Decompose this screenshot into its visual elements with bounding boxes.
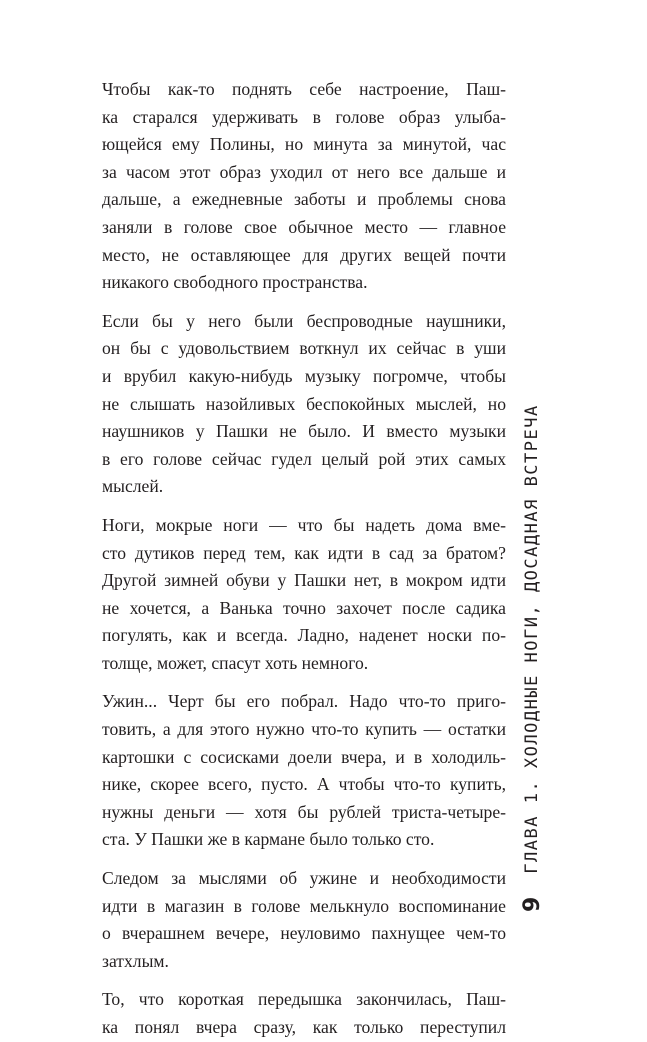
text-line: ющейся ему Полины, но минута за минутой, час [102, 134, 506, 155]
text-line: дальше, а ежедневные заботы и проблемы снова [102, 189, 506, 210]
text-line: ка понял вчера сразу, как только переступил [102, 1017, 506, 1037]
text-line: толще, может, спасут хоть немного. [102, 652, 369, 673]
page-number: 9 [519, 895, 545, 912]
text-line: не слышать назойливых беспокойных мыслей, но [102, 393, 506, 414]
text-line: картошки с сосисками доели вчера, и в холодиль- [102, 746, 506, 767]
text-line: не хочется, а Ванька точно захочет после садика [102, 597, 506, 618]
text-line: погулять, как и всегда. Ладно, наденет носки по- [102, 625, 506, 646]
text-line: Другой зимней обуви у Пашки нет, в мокром идти [102, 570, 506, 591]
text-line: и врубил какую-нибудь музыку погромче, чтобы [102, 365, 506, 386]
text-line: он бы с удовольствием воткнул их сейчас в уши [102, 338, 506, 359]
text-line: Ужин... Черт бы его побрал. Надо что-то приго- [102, 691, 506, 712]
text-line: Если бы у него были беспроводные наушники, [102, 310, 506, 331]
text-line: мыслей. [102, 476, 164, 497]
text-line: Ноги, мокрые ноги — что бы надеть дома вме- [102, 514, 506, 535]
text-line: товить, а для этого нужно что-то купить — остатки [102, 719, 506, 740]
text-line: место, не оставляющее для других вещей почти [102, 244, 506, 265]
text-line: ка старался удерживать в голове образ улыба- [102, 106, 506, 127]
line-text: Чтобы как-то поднять себе настроение, Паш- [102, 79, 506, 99]
text-line: никакого свободного пространства. [102, 272, 368, 293]
text-line: в его голове сейчас гудел целый рой этих самых [102, 448, 506, 469]
text-line: Следом за мыслями об ужине и необходимости [102, 868, 506, 889]
text-line: наушников у Пашки не было. И вместо музыки [102, 421, 506, 442]
text-line: заняли в голове свое обычное место — главное [102, 216, 506, 237]
text-line: нужны деньги — хотя бы рублей триста-четыре- [102, 801, 506, 822]
text-line: идти в магазин в голове мелькнуло воспоминание [102, 895, 506, 916]
text-line [102, 76, 506, 104]
text-line: сто дутиков перед тем, как идти в сад за братом? [102, 542, 506, 563]
text-line: о вчерашнем вечере, неуловимо пахнущее чем-то [102, 923, 506, 944]
text-line: ста. У Пашки же в кармане было только сто. [102, 829, 435, 850]
text-line: То, что короткая передышка закончилась, Паш- [102, 989, 506, 1010]
text-line: нике, скорее всего, пусто. А чтобы что-то купить, [102, 774, 506, 795]
text-line: за часом этот образ уходил от него все дальше и [102, 161, 506, 182]
text-line: затхлым. [102, 950, 169, 971]
chapter-title: ГЛАВА 1. ХОЛОДНЫЕ НОГИ, ДОСАДНАЯ ВСТРЕЧА [522, 404, 542, 874]
body-text [102, 76, 506, 1042]
